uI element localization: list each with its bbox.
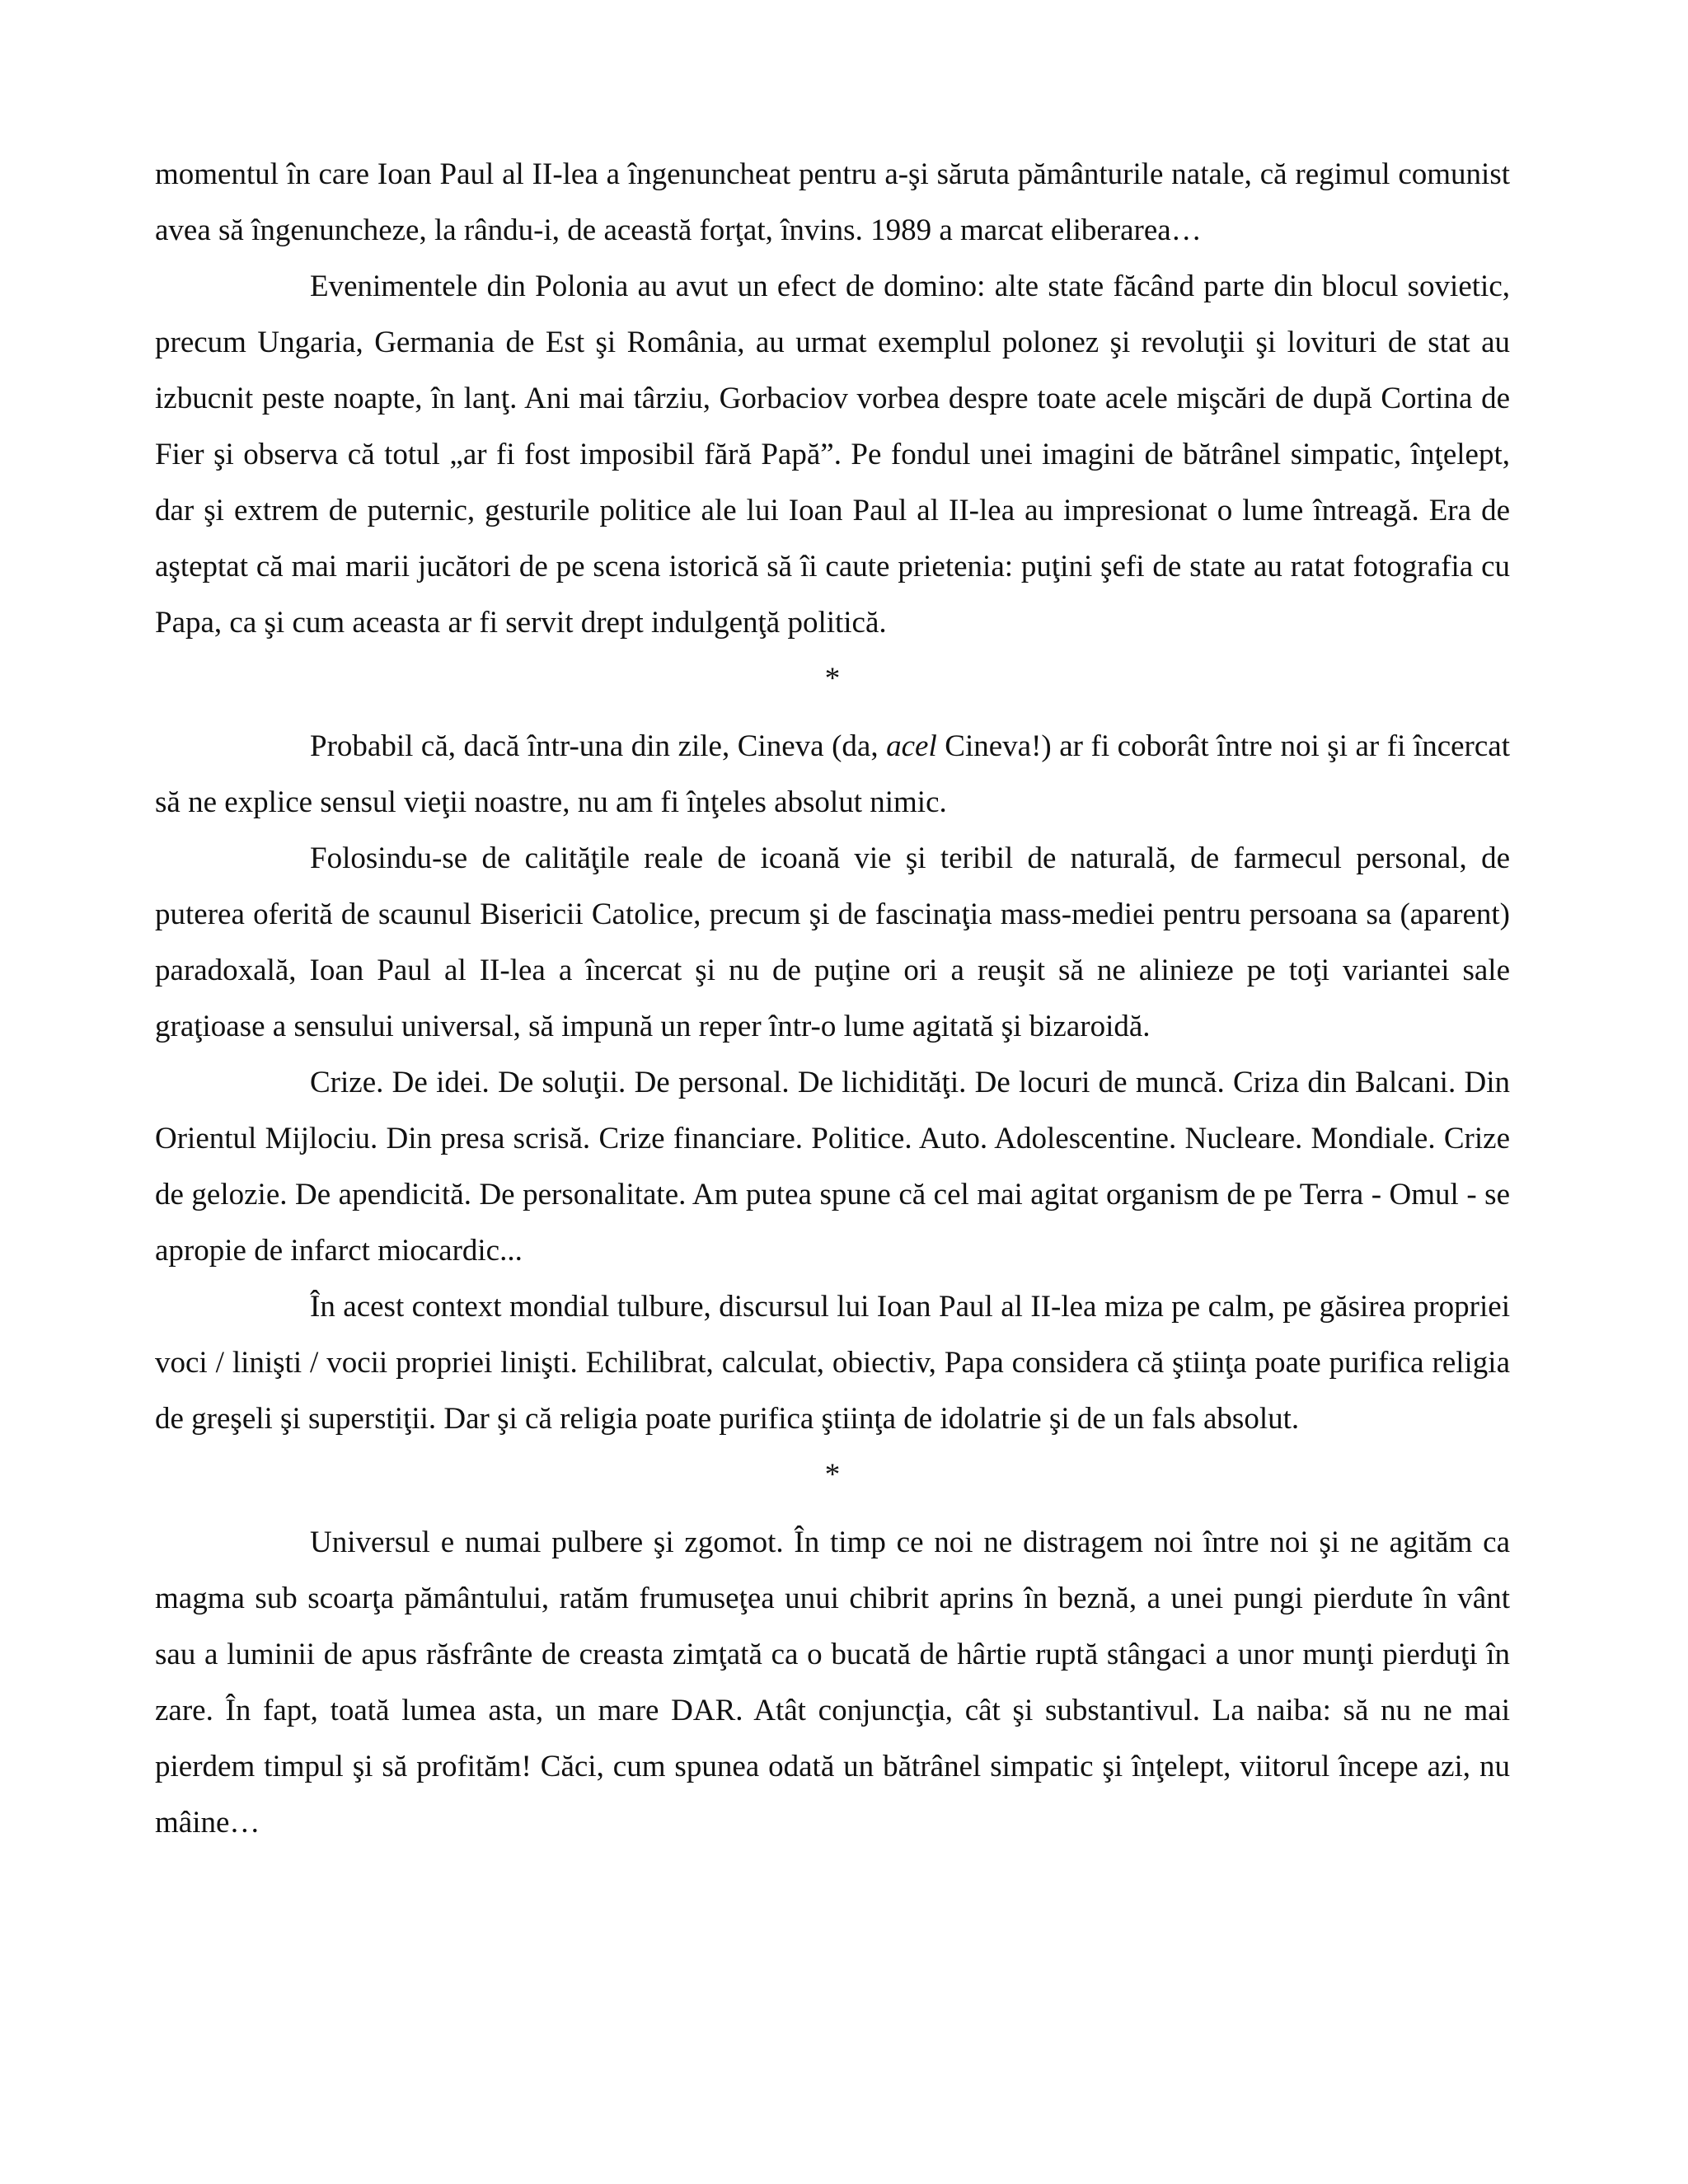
section-separator [155, 651, 1510, 707]
paragraph: momentul în care Ioan Paul al II-lea a îngenuncheat pentru a-şi săruta pământurile natale, că regimul comunist avea să îngenuncheze, la rându-i, de această forţat, învins. 1989 a marcat eliberarea… [155, 157, 1510, 247]
section-separator [155, 1447, 1510, 1503]
paragraph: Evenimentele din Polonia au avut un efect de domino: alte state făcând parte din blocul sovietic, precum Ungaria, Germania de Est şi România, au urmat exemplul polonez şi revoluţii şi lovituri de stat au izbucnit peste noapte, în lanţ. Ani mai târziu, Gorbaciov vorbea despre toate acele mişcări de după Cortina de Fier şi observa că totul „ar fi fost imposibil fără Papă”. Pe fondul unei imagini de bătrânel simpatic, înţelept, dar şi extrem de puternic, gesturile politice ale lui Ioan Paul al II-lea au impresionat o lume întreagă. Era de aşteptat că mai marii jucători de pe scena istorică să îi caute prietenia: puţini şefi de state au ratat fotografia cu Papa, ca şi cum aceasta ar fi servit drept indulgenţă politică. [155, 269, 1510, 640]
paragraph: Universul e numai pulbere şi zgomot. În timp ce noi ne distragem noi între noi şi ne agităm ca magma sub scoarţa pământului, ratăm frumuseţea unui chibrit aprins în beznă, a unei pungi pierdute în vânt sau a luminii de apus răsfrânte de creasta zimţată ca o bucată de hârtie ruptă stângaci a unor munţi pierduţi în zare. În fapt, toată lumea asta, un mare DAR. Atât conjuncţia, cât şi substantivul. La naiba: să nu ne mai pierdem timpul şi să profităm! Căci, cum spunea odată un bătrânel simpatic şi înţelept, viitorul începe azi, nu mâine… [155, 1526, 1510, 1840]
document-page [155, 147, 1510, 1851]
italic-word: acel [886, 729, 937, 763]
paragraph-text: Cineva!) ar fi coborât între noi şi ar fi încercat să ne explice sensul vieţii noastre, nu am fi înţeles absolut nimic. [155, 729, 1510, 819]
spacer [155, 1503, 1510, 1515]
separator-asterisk: * [824, 662, 841, 696]
paragraph-text: Probabil că, dacă într-una din zile, Cineva (da, [310, 729, 887, 763]
paragraph: Crize. De idei. De soluţii. De personal. De lichidităţi. De locuri de muncă. Criza din Balcani. Din Orientul Mijlociu. Din presa scrisă. Crize financiare. Politice. Auto. Adolescentine. Nucleare. Mondiale. Crize de gelozie. De apendicită. De personalitate. Am putea spune că cel mai agitat organism de pe Terra - Omul - se apropie de infarct miocardic... [155, 1066, 1510, 1268]
paragraph [155, 719, 1510, 831]
paragraph: Folosindu-se de calităţile reale de icoană vie şi teribil de naturală, de farmecul personal, de puterea oferită de scaunul Bisericii Catolice, precum şi de fascinaţia mass-mediei pentru persoana sa (aparent) paradoxală, Ioan Paul al II-lea a încercat şi nu de puţine ori a reuşit să ne alinieze pe toţi variantei sale graţioase a sensului universal, să impună un reper într-o lume agitată şi bizaroidă. [155, 841, 1510, 1043]
paragraph: În acest context mondial tulbure, discursul lui Ioan Paul al II-lea miza pe calm, pe găsirea propriei voci / linişti / vocii propriei linişti. Echilibrat, calculat, obiectiv, Papa considera că ştiinţa poate purifica religia de greşeli şi superstiţii. Dar şi că religia poate purifica ştiinţa de idolatrie şi de un fals absolut. [155, 1290, 1510, 1436]
spacer [155, 707, 1510, 719]
separator-asterisk: * [824, 1458, 841, 1492]
